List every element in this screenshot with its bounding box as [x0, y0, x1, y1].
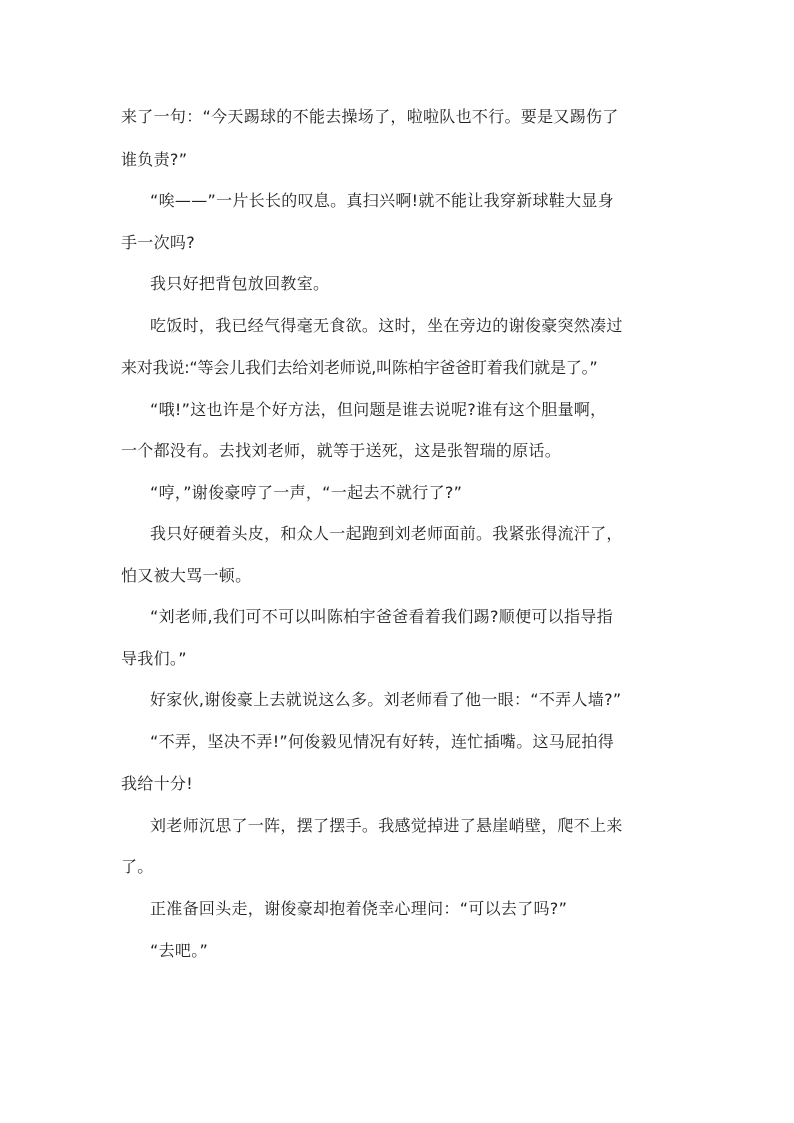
text-line: 导我们。” — [121, 649, 187, 668]
text-line: 来对我说:“等会儿我们去给刘老师说,叫陈柏宇爸爸盯着我们就是了。” — [121, 358, 598, 377]
text-line: 怕又被大骂一顿。 — [121, 566, 252, 585]
text-line: “唉——”一片长长的叹息。真扫兴啊!就不能让我穿新球鞋大显身 — [150, 191, 614, 210]
text-line: 刘老师沉思了一阵，摆了摆手。我感觉掉进了悬崖峭壁，爬不上来 — [150, 816, 623, 835]
text-line: 了。 — [121, 857, 154, 876]
text-line: 吃饭时，我已经气得毫无食欲。这时，坐在旁边的谢俊豪突然凑过 — [150, 316, 623, 335]
text-line: 我给十分! — [121, 774, 193, 793]
text-line: “哼，”谢俊豪哼了一声，“一起去不就行了?” — [150, 483, 463, 502]
text-line: “刘老师,我们可不可以叫陈柏宇爸爸看着我们踢?顺便可以指导指 — [150, 607, 613, 626]
text-line: 我只好硬着头皮，和众人一起跑到刘老师面前。我紧张得流汗了， — [150, 524, 623, 543]
text-line: 我只好把背包放回教室。 — [150, 274, 330, 293]
text-line: 一个都没有。去找刘老师，就等于送死，这是张智瑞的原话。 — [121, 441, 562, 460]
text-line: 手一次吗? — [121, 233, 195, 252]
text-line: “哦!”这也许是个好方法，但问题是谁去说呢?谁有这个胆量啊， — [150, 400, 607, 419]
text-line: 谁负责?” — [121, 150, 188, 169]
text-line: 正准备回头走，谢俊豪却抱着侥幸心理问：“可以去了吗?” — [150, 899, 568, 918]
text-line: 好家伙,谢俊豪上去就说这么多。刘老师看了他一眼：“不弄人墙?” — [150, 690, 622, 709]
text-line: “不弄，坚决不弄!”何俊毅见情况有好转，连忙插嘴。这马屁拍得 — [150, 732, 614, 751]
text-line: 来了一句：“今天踢球的不能去操场了，啦啦队也不行。要是又踢伤了 — [121, 107, 619, 126]
text-line: “去吧。” — [150, 941, 209, 960]
